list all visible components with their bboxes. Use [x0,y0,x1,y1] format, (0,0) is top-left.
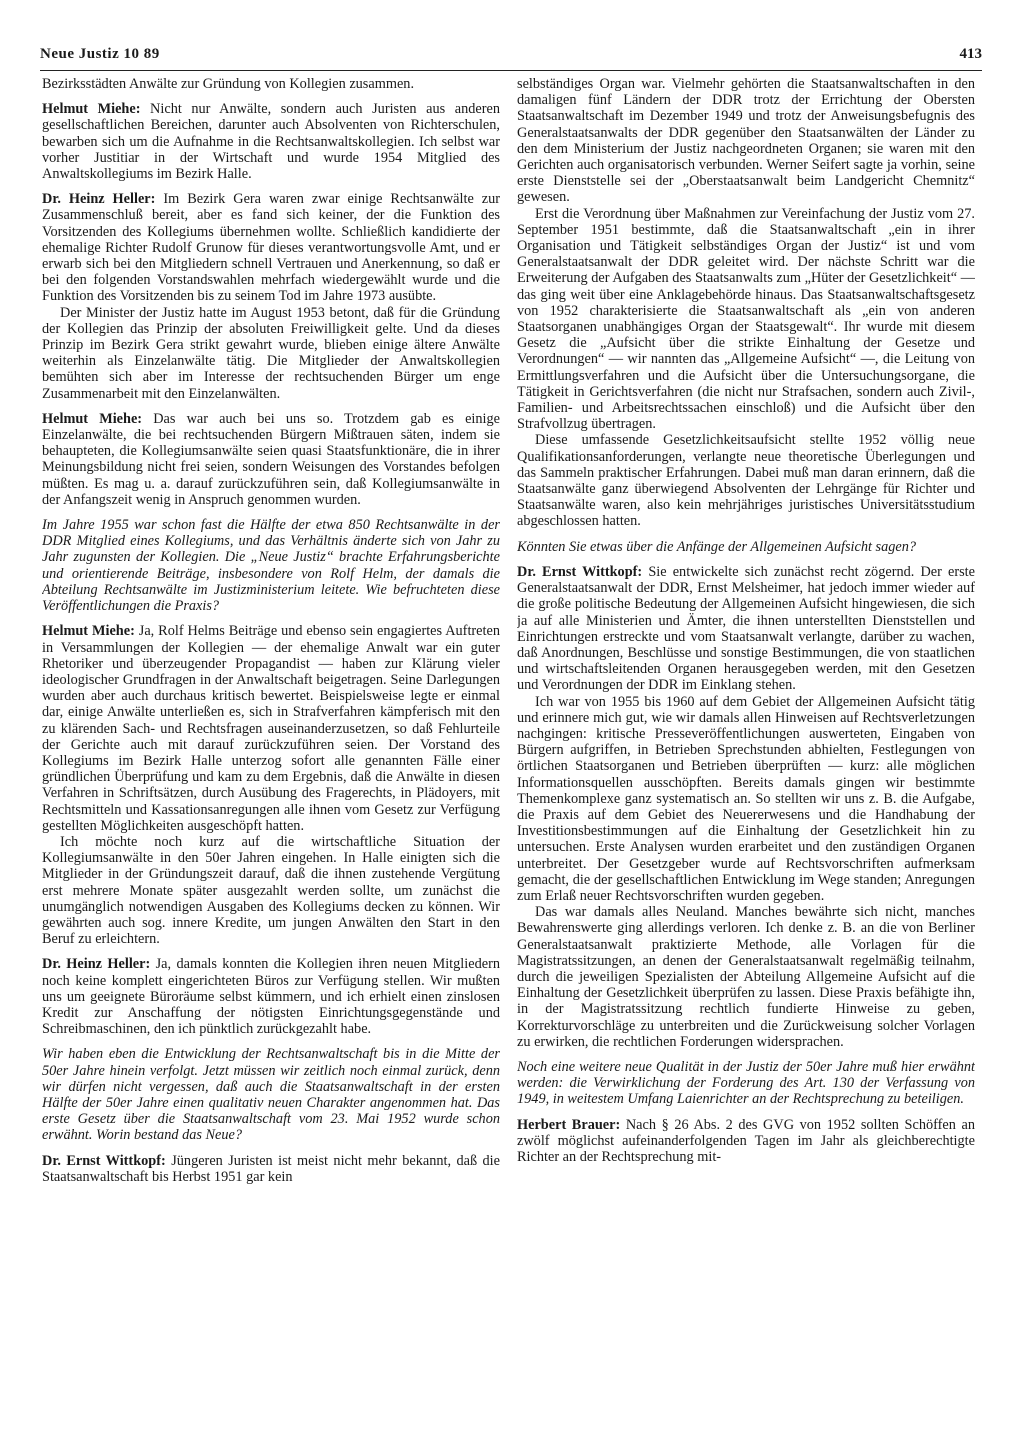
paragraph [42,305,500,402]
paragraph-text: Noch eine weitere neue Qualität in der Justiz der 50er Jahre muß hier erwähnt werden: die Verwirklichung der Forderung des Art. 130 der Verfassung von 1949, in weitestem Umfang Laienrichter an der Rechtsprechung zu beteiligen. [517,1058,975,1108]
paragraph-text: selbständiges Organ war. Vielmehr gehörten die Staatsanwaltschaften in den damaligen fünf Ländern der DDR trotz der Errichtung der Obersten Staatsanwaltschaft im Dezember 1949 und trotz der Anweisungsbefugnis des Generalstaatsanwalts der DDR gegenüber den Staatsanwälten der Länder zu den dem Ministerium der Justiz nachgeordneten Organen; sie waren mit den Gerichten auch organisatorisch verbunden. Werner Seifert sagte ja vorhin, seine erste Dienststelle sei der „Oberstaatsanwalt beim Landgericht Chemnitz“ gewesen. [517,76,975,206]
paragraph [517,206,975,433]
paragraph-text: Ich möchte noch kurz auf die wirtschaftliche Situation der Kollegiumsanwälte in den 50er Jahren eingehen. In Halle einigten sich die Mitglieder in der Gründungszeit darauf, daß die ihnen zustehende Vergütung erst mehrere Monate später ausgezahlt werden sollte, um zunächst die unumgänglich notwendigen Ausgaben des Kollegiums decken zu können. Wir gewährten auch sog. innere Kredite, um jungen Anwälten den Start in den Beruf zu erleichtern. [42,833,500,948]
paragraph [42,956,500,1037]
paragraph-text: Wir haben eben die Entwicklung der Rechtsanwaltschaft bis in die Mitte der 50er Jahre hinein verfolgt. Jetzt müssen wir zeitlich noch einmal zurück, denn wir dürfen nicht vergessen, daß auch die Staatsanwaltschaft in der ersten Hälfte der 50er Jahre einen qualitativ neuen Charakter angenommen hat. Das erste Gesetz über die Staatsanwaltschaft vom 23. Mai 1952 wurde schon erwähnt. Worin bestand das Neue? [42,1046,500,1144]
paragraph-text: Sie entwickelte sich zunächst recht zögernd. Der erste Generalstaatsanwalt der DDR, Ernst Melsheimer, hat jedoch immer wieder auf die große politische Bedeutung der Allgemeinen Aufsicht hingewiesen, die sich ja auf alle Ministerien und Ämter, die ihnen unterstellten Dienststellen und Einrichtungen erstreckte und vom Staatsanwalt verlangte, darüber zu wachen, daß Anordnungen, Beschlüsse und sonstige Bestimmungen, die von staatlichen und wirtschaftsleitenden Organen herausgegeben werden, mit den Gesetzen und Verordnungen der DDR im Einklang stehen. [517,563,975,694]
paragraph-text: Der Minister der Justiz hatte im August 1953 betont, daß für die Gründung der Kollegien das Prinzip der absoluten Freiwilligkeit gelte. Und da dieses Prinzip im Bezirk Gera strikt gewahrt wurde, blieben einige ältere Anwälte weiterhin als Einzelanwälte tätig. Die Mitglieder der Anwaltskollegien bemühten sich aber im Interesse der rechtsuchenden Bürger um enge Zusammenarbeit mit den Einzelanwälten. [42,304,500,402]
paragraph-text: Nicht nur Anwälte, sondern auch Juristen aus anderen gesellschaftlichen Bereichen, darunter auch Absolventen von Richterschulen, bewarben sich um die Aufnahme in die Rechtsanwaltskollegien. Ich selbst war vorher Justitiar in der Wirtschaft und wurde 1954 Mitglied des Anwaltskollegiums im Bezirk Halle. [42,101,500,183]
paragraph [517,1117,975,1166]
paragraph-text: Ja, damals konnten die Kollegien ihren neuen Mitgliedern noch keine komplett eingerichteten Büros zur Verfügung stellen. Wir mußten uns um geeignete Büroräume selbst kümmern, und ich erhielt einen zinslosen Kredit zur Anschaffung der nötigsten Einrichtungsgegenstände und Schreibmaschinen, den ich pünktlich zurückgezahlt habe. [42,956,500,1038]
speaker-name: Dr. Ernst Wittkopf: [517,563,643,580]
page-number: 413 [959,46,982,62]
speaker-name: Dr. Ernst Wittkopf: [42,1152,166,1169]
paragraph-text: Könnten Sie etwas über die Anfänge der Allgemeinen Aufsicht sagen? [517,538,917,555]
page-header [40,46,982,68]
paragraph-text: Nach § 26 Abs. 2 des GVG von 1952 sollten Schöffen an zwölf möglichst aufeinanderfolgenden Tagen im Jahr als gleichberechtigte Richter an der Rechtsprechung mit- [517,1116,975,1165]
header-rule [40,70,982,71]
paragraph-text: Ich war von 1955 bis 1960 auf dem Gebiet der Allgemeinen Aufsicht tätig und erinnere mich gut, wie wir damals allen Hinweisen auf Rechtsverletzungen nachgingen: kritische Presseveröffentlichungen auswerteten, Eingaben von Bürgern aufgriffen, in Betrieben Sprechstunden abhielten, Festlegungen von örtlichen Staatsorganen und Betrieben überprüften — kurz: alle möglichen Informationsquellen ausschöpften. Bereits damals gingen wir bestimmte Themenkomplexe ganz systematisch an. So stellten wir uns z. B. die Aufgabe, die Praxis auf dem Gebiet des Neuererwesens und die Handhabung der Investitionsbestimmungen auf die Einhaltung der Gesetzlichkeit hin zu untersuchen. Erste Analysen wurden erarbeitet und den zuständigen Organen unterbreitet. Der Gesetzgeber wurde auf Rechtsvorschriften aufmerksam gemacht, die der gesellschaftlichen Entwicklung im Wege standen; Anregungen zum Erlaß neuer Rechtsvorschriften wurden gegeben. [517,693,975,904]
interviewer-question [42,1046,500,1143]
speaker-name: Dr. Heinz Heller: [42,956,151,973]
paragraph-text: Bezirksstädten Anwälte zur Gründung von Kollegien zusammen. [42,76,415,92]
speaker-name: Helmut Miehe: [42,623,135,640]
interviewer-question [42,517,500,614]
paragraph [42,623,500,834]
interviewer-question [517,539,975,555]
speaker-name: Helmut Miehe: [42,410,143,427]
paragraph-text: Im Jahre 1955 war schon fast die Hälfte der etwa 850 Rechtsanwälte in der DDR Mitglied eines Kollegiums, und das Verhältnis änderte sich von Jahr zu Jahr zugunsten der Kollegien. Die „Neue Justiz“ brachte Erfahrungsberichte und orientierende Beiträge, insbesondere von Rolf Helm, der damals die Abteilung Rechtsanwälte im Justizministerium leitete. Wie befruchteten diese Veröffentlichungen die Praxis? [42,517,500,615]
paragraph-text: Ja, Rolf Helms Beiträge und ebenso sein engagiertes Auftreten in Versammlungen der Kollegien — der ehemalige Anwalt war ein guter Rhetoriker und überzeugender Propagandist — haben zur Klärung vieler ideologischer Grundfragen in der Anwaltschaft beigetragen. Seine Darlegungen wurden aber auch durchaus kritisch bewertet. Beispielsweise legte er einmal dar, einige Anwälte unterließen es, sich in Strafverfahren kämpferisch mit den zu klärenden Sach- und Rechtsfragen auseinanderzusetzen, so daß Fehlurteile der Gerichte auch mit darauf zurückzuführen seien. Der Vorstand des Kollegiums im Bezirk Halle unterzog sofort alle genannten Fälle einer gründlichen Überprüfung und kam zu dem Ergebnis, daß die Anwälte in diesen Verfahren in Schriftsätzen, durch Ausübung des Fragerechts, in Plädoyers, mit Rechtsmitteln und Kassationsanregungen alle ihnen vom Gesetz zur Verfügung gestellten Möglichkeiten ausgeschöpft hatten. [42,623,500,834]
speaker-name: Dr. Heinz Heller: [42,191,156,208]
paragraph-text: Das war damals alles Neuland. Manches bewährte sich nicht, manches Bewahrenswerte ging allerdings verloren. Ich denke z. B. an die von Berliner Generalstaatsanwalt praktizierte Methode, alle Vorlagen für die Magistratssitzungen, an denen der Generalstaatsanwalt regelmäßig teilnahm, durch die jeweiligen Spezialisten der Abteilung Allgemeine Aufsicht auf die Einhaltung der Gesetzlichkeit überprüfen zu lassen. Diese Praxis befähigte ihn, in der Magistratssitzung rechtlich fundierte Hinweise zu geben, Korrekturvorschläge zu unterbreiten und die Zurückweisung solcher Vorlagen zu erwirken, die rechtlichen Forderungen widersprachen. [517,904,975,1050]
speaker-name: Helmut Miehe: [42,101,141,118]
paragraph-text: Jüngeren Juristen ist meist nicht mehr bekannt, daß die Staatsanwaltschaft bis Herbst 1951 gar kein [42,1152,500,1185]
paragraph [42,1153,500,1185]
paragraph-text: Das war auch bei uns so. Trotzdem gab es einige Einzelanwälte, die bei rechtsuchenden Bürgern Mißtrauen säten, indem sie behaupteten, die Kollegiumsanwälte seien quasi Staatsfunktionäre, die in ihrer Meinungsbildung nicht frei seien, sondern Weisungen des Vorstandes befolgen müßten. Es mag u. a. darauf zurückzuführen sein, daß Kollegiumsanwälte in der Anfangszeit wenig in Anspruch genommen wurden. [42,410,500,508]
left-column [42,76,500,1436]
paragraph [42,411,500,508]
paragraph [517,76,975,206]
paragraph [517,432,975,529]
paragraph [517,694,975,905]
paragraph [42,191,500,304]
paragraph [517,904,975,1050]
paragraph-text: Erst die Verordnung über Maßnahmen zur Vereinfachung der Justiz vom 27. September 1951 bestimmte, daß die Staatsanwaltschaft „ein in ihrer Organisation und Tätigkeit selbständiges Organ der Justiz“ ist und vom Generalstaatsanwalt der DDR geleitet wird. Der nächste Schritt war die Erweiterung der Aufgaben des Staatsanwalts zum „Hüter der Gesetzlichkeit“ — das ging weit über eine Anklagebehörde hinaus. Das Staatsanwaltschaftsgesetz von 1952 charakterisierte die Staatsanwaltschaft als „ein von anderen Staatsorganen unabhängiges Organ der Staatsgewalt“. Ihr wurde mit diesem Gesetz die „Aufsicht über die strikte Einhaltung der Gesetze und Verordnungen“ — wir nannten das „Allgemeine Aufsicht“ —, die Leitung von Ermittlungsverfahren und die Aufsicht über die Untersuchungsorgane, die Tätigkeit in Gerichtsverfahren (die nicht nur Strafsachen, sondern auch Zivil-, Familien- und Arbeitsrechtssachen einschloß) und die Aufsicht über den Strafvollzug übertragen. [517,205,975,433]
paragraph [42,101,500,182]
speaker-name: Herbert Brauer: [517,1116,621,1133]
journal-title: Neue Justiz 10 89 [40,46,160,62]
paragraph [42,834,500,947]
paragraph [517,564,975,694]
paragraph [42,76,500,92]
paragraph-text: Diese umfassende Gesetzlichkeitsaufsicht stellte 1952 völlig neue Qualifikationsanforderungen, verlangte neue theoretische Überlegungen und das Sammeln praktischer Erfahrungen. Dabei muß man daran erinnern, daß die Staatsanwälte ganz überwiegend Absolventen der Lehrgänge für Richter und Staatsanwälte waren, also kein mehrjähriges juristisches Universitätsstudium abgeschlossen hatten. [517,432,975,530]
right-column [517,76,975,1436]
interviewer-question [517,1059,975,1108]
paragraph-text: Im Bezirk Gera waren zwar einige Rechtsanwälte zur Zusammenschluß bereit, aber es fand sich keiner, der die Funktion des Vorsitzenden des Kollegiums übernehmen wollte. Schließlich kandidierte der ehemalige Richter Rudolf Grunow für dieses verantwortungsvolle Amt, und er erwarb sich bei den Mitgliedern schnell Vertrauen und Anerkennung, so daß er bei den folgenden Vorstandswahlen mehrfach wiedergewählt wurde und die Funktion des Vorsitzenden bis zu seinem Tod im Jahre 1973 ausübte. [42,191,500,305]
